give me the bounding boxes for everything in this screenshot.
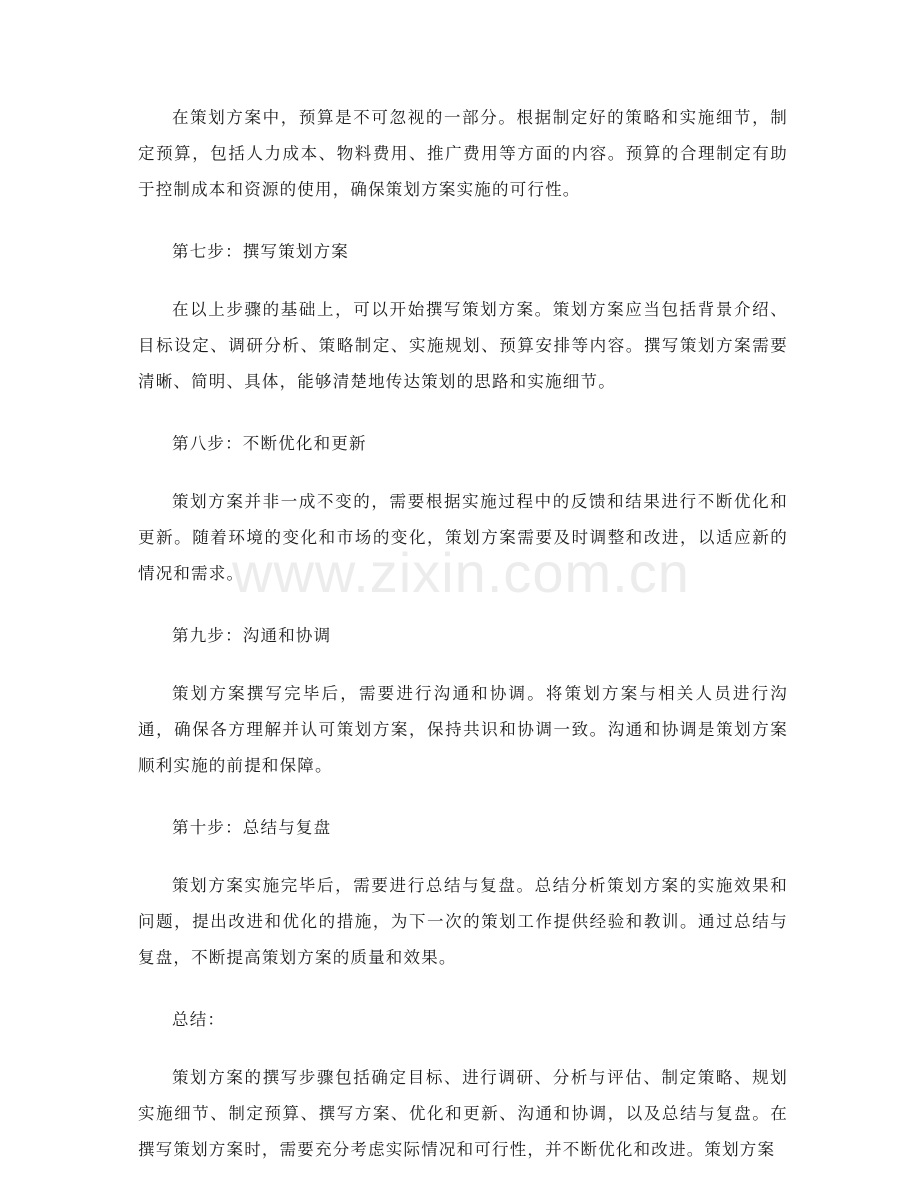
paragraph-optimize: 策划方案并非一成不变的，需要根据实施过程中的反馈和结果进行不断优化和更新。随着环境的变化和市场的变化，策划方案需要及时调整和改进，以适应新的情况和需求。 [138,492,788,583]
paragraph-review: 策划方案实施完毕后，需要进行总结与复盘。总结分析策划方案的实施效果和问题，提出改进和优化的措施，为下一次的策划工作提供经验和教训。通过总结与复盘，不断提高策划方案的质量和效果。 [138,876,788,967]
watermark-text: www.zixin.com.cn [232,541,690,604]
paragraph-budget: 在策划方案中，预算是不可忽视的一部分。根据制定好的策略和实施细节，制定预算，包括人力成本、物料费用、推广费用等方面的内容。预算的合理制定有助于控制成本和资源的使用，确保策划方案实施的可行性。 [138,108,788,199]
heading-step-seven: 第七步：撰写策划方案 [172,242,349,261]
paragraph-write-plan: 在以上步骤的基础上，可以开始撰写策划方案。策划方案应当包括背景介绍、目标设定、调研分析、策略制定、实施规划、预算安排等内容。撰写策划方案需要清晰、简明、具体，能够清楚地传达策划的思路和实施细节。 [138,300,788,391]
heading-step-eight: 第八步：不断优化和更新 [172,434,367,453]
heading-step-ten: 第十步：总结与复盘 [172,818,332,837]
heading-summary: 总结： [172,1010,226,1029]
paragraph-communicate: 策划方案撰写完毕后，需要进行沟通和协调。将策划方案与相关人员进行沟通，确保各方理解并认可策划方案，保持共识和协调一致。沟通和协调是策划方案顺利实施的前提和保障。 [138,684,788,775]
paragraph-summary: 策划方案的撰写步骤包括确定目标、进行调研、分析与评估、制定策略、规划实施细节、制定预算、撰写方案、优化和更新、沟通和协调，以及总结与复盘。在撰写策划方案时，需要充分考虑实际情况和可行性，并不断优化和改进。策划方案 [138,1068,788,1159]
heading-step-nine: 第九步：沟通和协调 [172,626,332,645]
document-body [138,100,788,1168]
